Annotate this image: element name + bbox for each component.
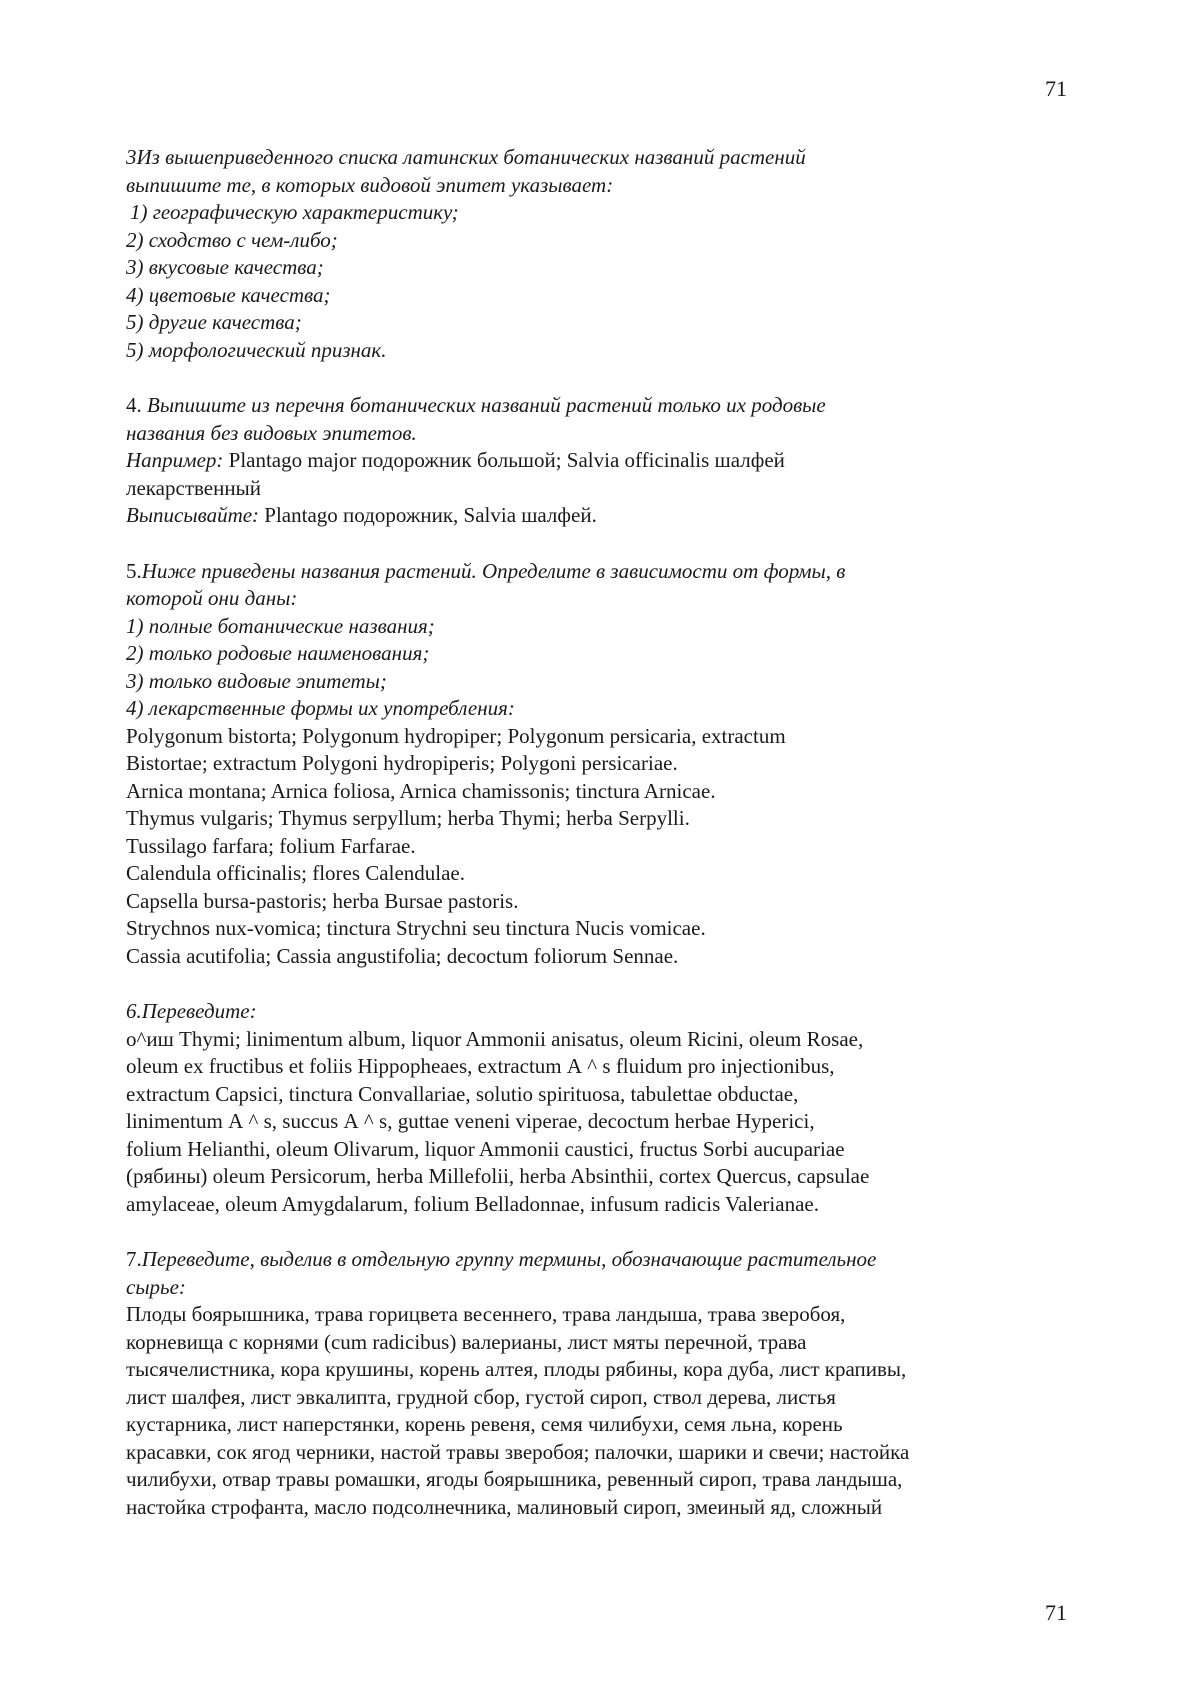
exercise-4-instruction-line2: названия без видовых эпитетов. [126,420,417,445]
write-out-text: Plantago подорожник, Salvia шалфей. [264,503,597,527]
exercise-4-instruction-text: Выпишите из перечня ботанических названий растений только их родовые [147,393,826,417]
exercise-7-number: 7. [126,1247,142,1271]
exercise-3-item: 5) морфологический признак. [126,337,387,362]
exercise-6-line: linimentum А ^ s, succus А ^ s, guttae veneni viperae, decoctum herbae Hyperici, [126,1109,815,1133]
exercise-3-instruction-line1: 3Из вышеприведенного списка латинских ботанических названий растений [126,145,806,169]
exercise-3-item: 3) вкусовые качества; [126,255,324,279]
exercise-7-line: чилибухи, отвар травы ромашки, ягоды боярышника, ревенный сироп, трава ландыша, [126,1467,903,1491]
exercise-7 [126,1246,1030,1521]
exercise-5-plant-line: Tussilago farfara; folium Farfarae. [126,833,416,858]
exercise-5-item: 4) лекарственные формы их употребления: [126,696,515,720]
exercise-5-plant-line: Polygonum bistorta; Polygonum hydropiper; Polygonum persicaria, extractum [126,723,786,748]
exercise-6 [126,998,1030,1218]
exercise-4-instruction-line1 [126,392,1030,420]
exercise-7-instruction-line2: сырье: [126,1274,186,1299]
exercise-5-item: 2) только родовые наименования; [126,641,430,665]
exercise-4-example [126,447,1030,475]
exercise-5-item: 3) только видовые эпитеты; [126,668,387,693]
exercise-7-line: тысячелистника, кора крушины, корень алтея, плоды рябины, кора дуба, лист крапивы, [126,1357,907,1381]
exercise-5-number: 5. [126,558,142,583]
exercise-3-item: 1) географическую характеристику; [130,200,459,224]
example-text: Plantago major подорожник большой; Salvia officinalis шалфей [228,448,785,472]
exercise-5-instruction-line1 [126,558,1030,586]
exercise-3-item: 4) цветовые качества; [126,282,331,307]
exercise-5 [126,558,1030,971]
exercise-5-item: 1) полные ботанические названия; [126,613,435,638]
exercise-7-line: кустарника, лист наперстянки, корень ревеня, семя чилибухи, семя льна, корень [126,1412,843,1436]
exercise-5-plant-line: Bistortae; extractum Polygoni hydropiperis; Polygoni persicariae. [126,751,678,775]
exercise-5-plant-line: Cassia acutifolia; Cassia angustifolia; decoctum foliorum Sennae. [126,943,679,968]
exercise-4-write-out [126,502,1030,530]
exercise-5-plant-line: Strychnos nux-vomica; tinctura Strychni seu tinctura Nucis vomicae. [126,916,706,940]
exercise-6-line: о^иш Thymi; linimentum album, liquor Ammonii anisatus, oleum Ricini, oleum Rosae, [126,1026,864,1051]
exercise-5-instruction-text: Ниже приведены названия растений. Определите в зависимости от формы, в [141,558,846,583]
page-content [126,144,1030,1521]
exercise-5-plant-line: Arnica montana; Arnica foliosa, Arnica chamissonis; tinctura Arnicae. [126,778,716,803]
exercise-7-instruction-text: Переведите, выделив в отдельную группу термины, обозначающие растительное [141,1247,877,1271]
exercise-3-item: 2) сходство с чем-либо; [126,227,338,252]
exercise-7-line: настойка строфанта, масло подсолнечника, малиновый сироп, змеиный яд, сложный [126,1494,883,1519]
exercise-6-line: (рябины) oleum Persicorum, herba Millefolii, herba Absinthii, cortex Quercus, capsulae [126,1164,870,1188]
exercise-4-example-cont: лекарственный [126,475,261,500]
exercise-7-instruction-line1 [126,1246,1030,1274]
exercise-7-line: красавки, сок ягод черники, настой травы зверобоя; палочки, шарики и свечи; настойка [126,1439,910,1464]
exercise-3-item: 5) другие качества; [126,310,302,334]
exercise-5-plant-line: Capsella bursa-pastoris; herba Bursae pastoris. [126,888,519,913]
exercise-3-instruction-line2: выпишите те, в которых видовой эпитет указывает: [126,172,614,197]
page-number-bottom: 71 [1045,1600,1067,1625]
exercise-6-line: folium Helianthi, oleum Olivarum, liquor Ammonii caustici, fructus Sorbi aucupariae [126,1136,845,1161]
exercise-6-title: 6.Переведите: [126,999,257,1023]
write-out-label: Выписывайте: [126,503,260,527]
exercise-6-line: amylaceae, oleum Amygdalarum, folium Belladonnae, infusum radicis Valerianae. [126,1191,819,1216]
exercise-4-number: 4. [126,393,142,417]
example-label: Например: [126,448,224,472]
exercise-7-line: корневища с корнями (cum radicibus) валерианы, лист мяты перечной, трава [126,1329,807,1354]
exercise-5-instruction-line2: которой они даны: [126,586,298,610]
page-number-top: 71 [1045,76,1067,101]
exercise-5-plant-line: Calendula officinalis; flores Calendulae. [126,861,466,885]
exercise-7-line: Плоды боярышника, трава горицвета весеннего, трава ландыша, трава зверобоя, [126,1302,846,1326]
exercise-7-line: лист шалфея, лист эвкалипта, грудной сбор, густой сироп, ствол дерева, листья [126,1384,836,1409]
exercise-5-plant-line: Thymus vulgaris; Thymus serpyllum; herba Thymi; herba Serpylli. [126,806,690,830]
exercise-3 [126,144,1030,364]
exercise-6-line: oleum ex fructibus et foliis Hippopheaes, extractum А ^ s fluidum pro injectionibus, [126,1054,835,1078]
exercise-6-line: extractum Capsici, tinctura Convallariae, solutio spirituosa, tabulettae obductae, [126,1081,799,1106]
exercise-4 [126,392,1030,530]
